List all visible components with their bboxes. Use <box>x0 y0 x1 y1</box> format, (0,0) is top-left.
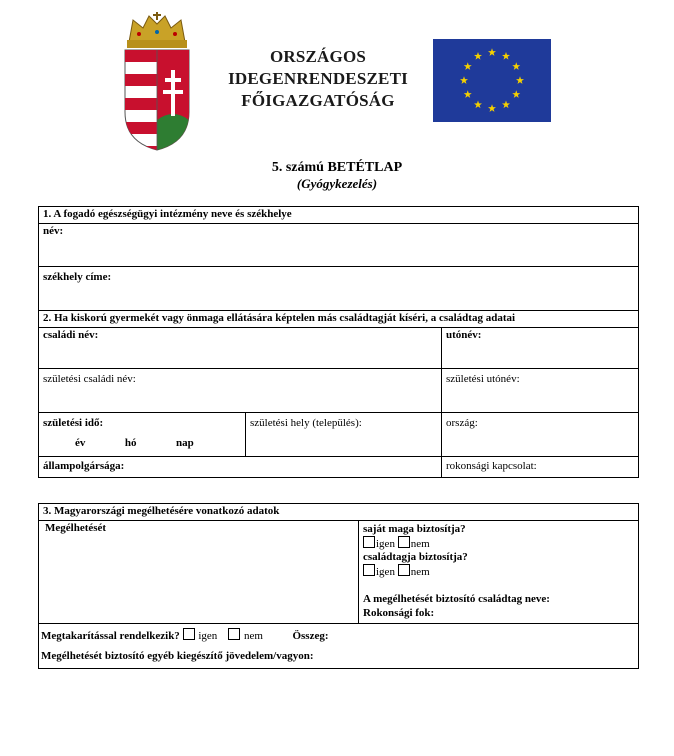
family-no-checkbox[interactable] <box>398 564 410 576</box>
eu-flag-icon <box>433 39 551 122</box>
year-label: év <box>75 437 86 449</box>
form-sections-1-2 <box>38 206 639 478</box>
livelihood-label: Megélhetését <box>45 522 107 534</box>
month-label: hó <box>124 437 137 449</box>
family-name-label: családi név: <box>43 329 99 341</box>
birth-given-name-field[interactable] <box>442 369 639 413</box>
page-subtitle: (Gyógykezelés) <box>296 176 378 191</box>
self-yes-checkbox[interactable] <box>363 536 375 548</box>
savings-question: Megtakarítással rendelkezik? <box>41 630 180 642</box>
livelihood-cell <box>39 521 359 624</box>
agency-line-1: ORSZÁGOS <box>269 47 367 66</box>
self-ensures-options <box>363 536 634 550</box>
agency-line-2: IDEGENRENDESZETI <box>228 69 408 88</box>
section-1-heading: 1. A fogadó egészségügyi intézmény neve és székhelye <box>39 207 639 224</box>
family-yes-label: igen <box>376 566 395 578</box>
form-section-3 <box>38 503 639 669</box>
given-name-label: utónév: <box>446 329 482 341</box>
birth-family-name-label: születési családi név: <box>43 373 136 385</box>
other-income-label: Megélhetését biztosító egyéb kiegészítő jövedelem/vagyon: <box>41 650 314 662</box>
institution-name-label: név: <box>43 225 64 237</box>
institution-name-field[interactable] <box>39 224 639 267</box>
amount-label: Összeg: <box>292 630 329 642</box>
country-label: ország: <box>446 417 478 429</box>
institution-address-field[interactable] <box>39 267 639 311</box>
birth-given-name-label: születési utónév: <box>446 373 520 385</box>
citizenship-label: állampolgársága: <box>43 460 125 472</box>
page-title: 5. számú BETÉTLAP <box>271 160 403 175</box>
family-ensures-question: családtagja biztosítja? <box>363 551 468 563</box>
agency-line-3: FŐIGAZGATÓSÁG <box>241 91 395 110</box>
family-ensures-options <box>363 564 634 578</box>
savings-row <box>41 628 636 642</box>
provider-name-label: A megélhetését biztosító családtag neve: <box>363 593 550 605</box>
country-field[interactable] <box>442 413 639 457</box>
section-2-heading: 2. Ha kiskorú gyermekét vagy önmaga ellátására képtelen más családtagját kíséri, a családtag adatai <box>39 311 639 328</box>
birth-date-parts <box>43 437 241 449</box>
relationship-field[interactable] <box>442 457 639 478</box>
kinship-label: Rokonsági fok: <box>363 607 435 619</box>
relationship-label: rokonsági kapcsolat: <box>446 460 537 472</box>
savings-yes-label: igen <box>198 630 218 642</box>
self-ensures-question: saját maga biztosítja? <box>363 523 466 535</box>
hungarian-coat-of-arms-icon <box>119 12 195 152</box>
agency-name <box>222 46 414 112</box>
section-3-heading: 3. Magyarországi megélhetésére vonatkozó adatok <box>39 504 639 521</box>
savings-cell <box>39 624 639 669</box>
institution-address-label: székhely címe: <box>43 271 112 283</box>
savings-yes-checkbox[interactable] <box>183 628 195 640</box>
savings-no-label: nem <box>244 630 263 642</box>
day-label: nap <box>176 437 194 449</box>
given-name-field[interactable] <box>442 328 639 369</box>
self-no-label: nem <box>410 538 430 550</box>
family-name-field[interactable] <box>39 328 442 369</box>
birth-family-name-field[interactable] <box>39 369 442 413</box>
birth-date-label: születési idő: <box>43 417 104 429</box>
family-yes-checkbox[interactable] <box>363 564 375 576</box>
birth-date-field[interactable] <box>39 413 246 457</box>
birth-place-label: születési hely (település): <box>250 417 362 429</box>
self-no-checkbox[interactable] <box>398 536 410 548</box>
livelihood-options <box>359 521 639 624</box>
birth-place-field[interactable] <box>246 413 442 457</box>
family-no-label: nem <box>410 566 430 578</box>
document-header <box>0 0 674 160</box>
self-yes-label: igen <box>376 538 395 550</box>
savings-no-checkbox[interactable] <box>228 628 240 640</box>
citizenship-field[interactable] <box>39 457 442 478</box>
